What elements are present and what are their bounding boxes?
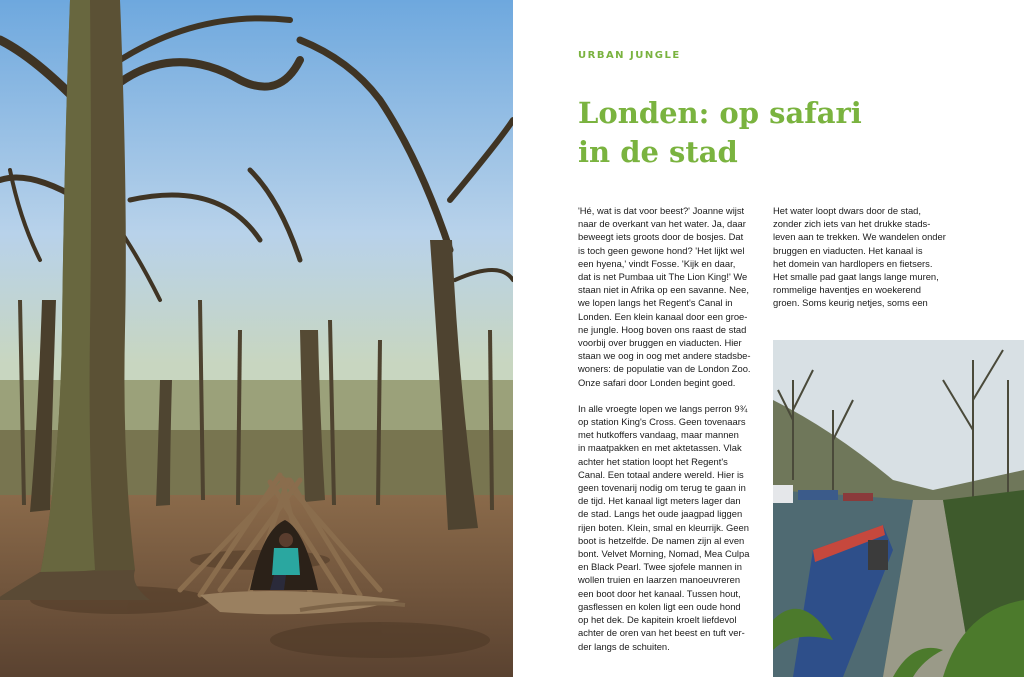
text-line: In alle vroegte lopen we langs perron 9¾ [578, 402, 748, 414]
text-line: woners: de populatie van de London Zoo. [578, 363, 751, 375]
text-line: rommelige haventjes en woekerend [773, 284, 921, 296]
text-line: gasflessen en kolen ligt een oude hond [578, 600, 741, 612]
text-line: boot is hetzelfde. De namen zijn al even [578, 534, 745, 546]
body-paragraph-1 [578, 204, 768, 389]
section-kicker: URBAN JUNGLE [578, 50, 681, 61]
text-line: de stad. Langs het oude jaagpad liggen [578, 508, 743, 520]
text-line: Onze safari door Londen begint goed. [578, 376, 736, 388]
canal-boats-photo [773, 340, 1024, 677]
text-line: achter de oren van het beest en tuft ver- [578, 627, 745, 639]
text-line: met hutkoffers vandaag, maar mannen [578, 429, 739, 441]
canal-illustration [773, 340, 1024, 677]
text-line: staan niet in Afrika op een savanne. Nee, [578, 284, 749, 296]
text-line: Londen. Een klein kanaal door een groe- [578, 310, 748, 322]
body-paragraph-2 [578, 402, 768, 653]
text-line: op het dek. De kapitein kroelt liefdevol [578, 614, 737, 626]
text-line: de tijd. Het kanaal ligt meters lager dan [578, 495, 741, 507]
text-line: en Black Pearl. Twee sjofele mannen in [578, 561, 742, 573]
text-line: zonder zich iets van het drukke stads- [773, 218, 931, 230]
text-line: bruggen en viaducten. Het kanaal is [773, 244, 923, 256]
text-line: 'Hé, wat is dat voor beest?' Joanne wijst [578, 205, 745, 216]
text-line: Het smalle pad gaat langs lange muren, [773, 271, 939, 283]
text-line: het domein van hardlopers en fietsers. [773, 257, 933, 269]
text-line: groen. Soms keurig netjes, soms een [773, 297, 928, 309]
text-line: beweegt iets groots door de bosjes. Dat [578, 231, 744, 243]
article-headline [578, 94, 908, 172]
text-line: Het water loopt dwars door de stad, [773, 205, 921, 216]
text-line: achter het station loopt het Regent's [578, 455, 728, 467]
headline-line-1: Londen: op safari [578, 96, 862, 130]
body-paragraph-3 [773, 204, 968, 310]
text-line: op station King's Cross. Geen tovenaars [578, 416, 746, 428]
text-line: wollen truien en laarzen manoeuvreren [578, 574, 741, 586]
headline-line-2: in de stad [578, 135, 738, 169]
text-line: is toch geen gewone hond? 'Het lijkt wel [578, 244, 745, 256]
text-line: ne jungle. Hoog boven ons raast de stad [578, 323, 747, 335]
text-line: der langs de schuiten. [578, 640, 670, 652]
article-column-1 [578, 204, 768, 653]
text-line: dat is net Pumbaa uit The Lion King!' We [578, 271, 748, 283]
text-line: voorbij over bruggen en viaducten. Hier [578, 337, 742, 349]
text-line: we lopen langs het Regent's Canal in [578, 297, 733, 309]
text-line: rijen boten. Klein, smal en kleurrijk. Geen [578, 521, 749, 533]
text-line: een hyena,' vindt Fosse. 'Kijk en daar, [578, 257, 736, 269]
text-line: staan we oog in oog met andere stadsbe- [578, 350, 751, 362]
text-line: leven aan te trekken. We wandelen onder [773, 231, 946, 243]
text-line: een boot door het kanaal. Tussen hout, [578, 587, 741, 599]
text-line: geen tovenarij nodig om terug te gaan in [578, 482, 746, 494]
article-column-2 [773, 204, 968, 310]
text-line: naar de overkant van het water. Ja, daar [578, 218, 746, 230]
text-line: bont. Velvet Morning, Nomad, Mea Culpa [578, 548, 750, 560]
text-line: in maatpakken en met aktetassen. Vlak [578, 442, 742, 454]
text-line: Canal. Een totaal andere wereld. Hier is [578, 468, 744, 480]
